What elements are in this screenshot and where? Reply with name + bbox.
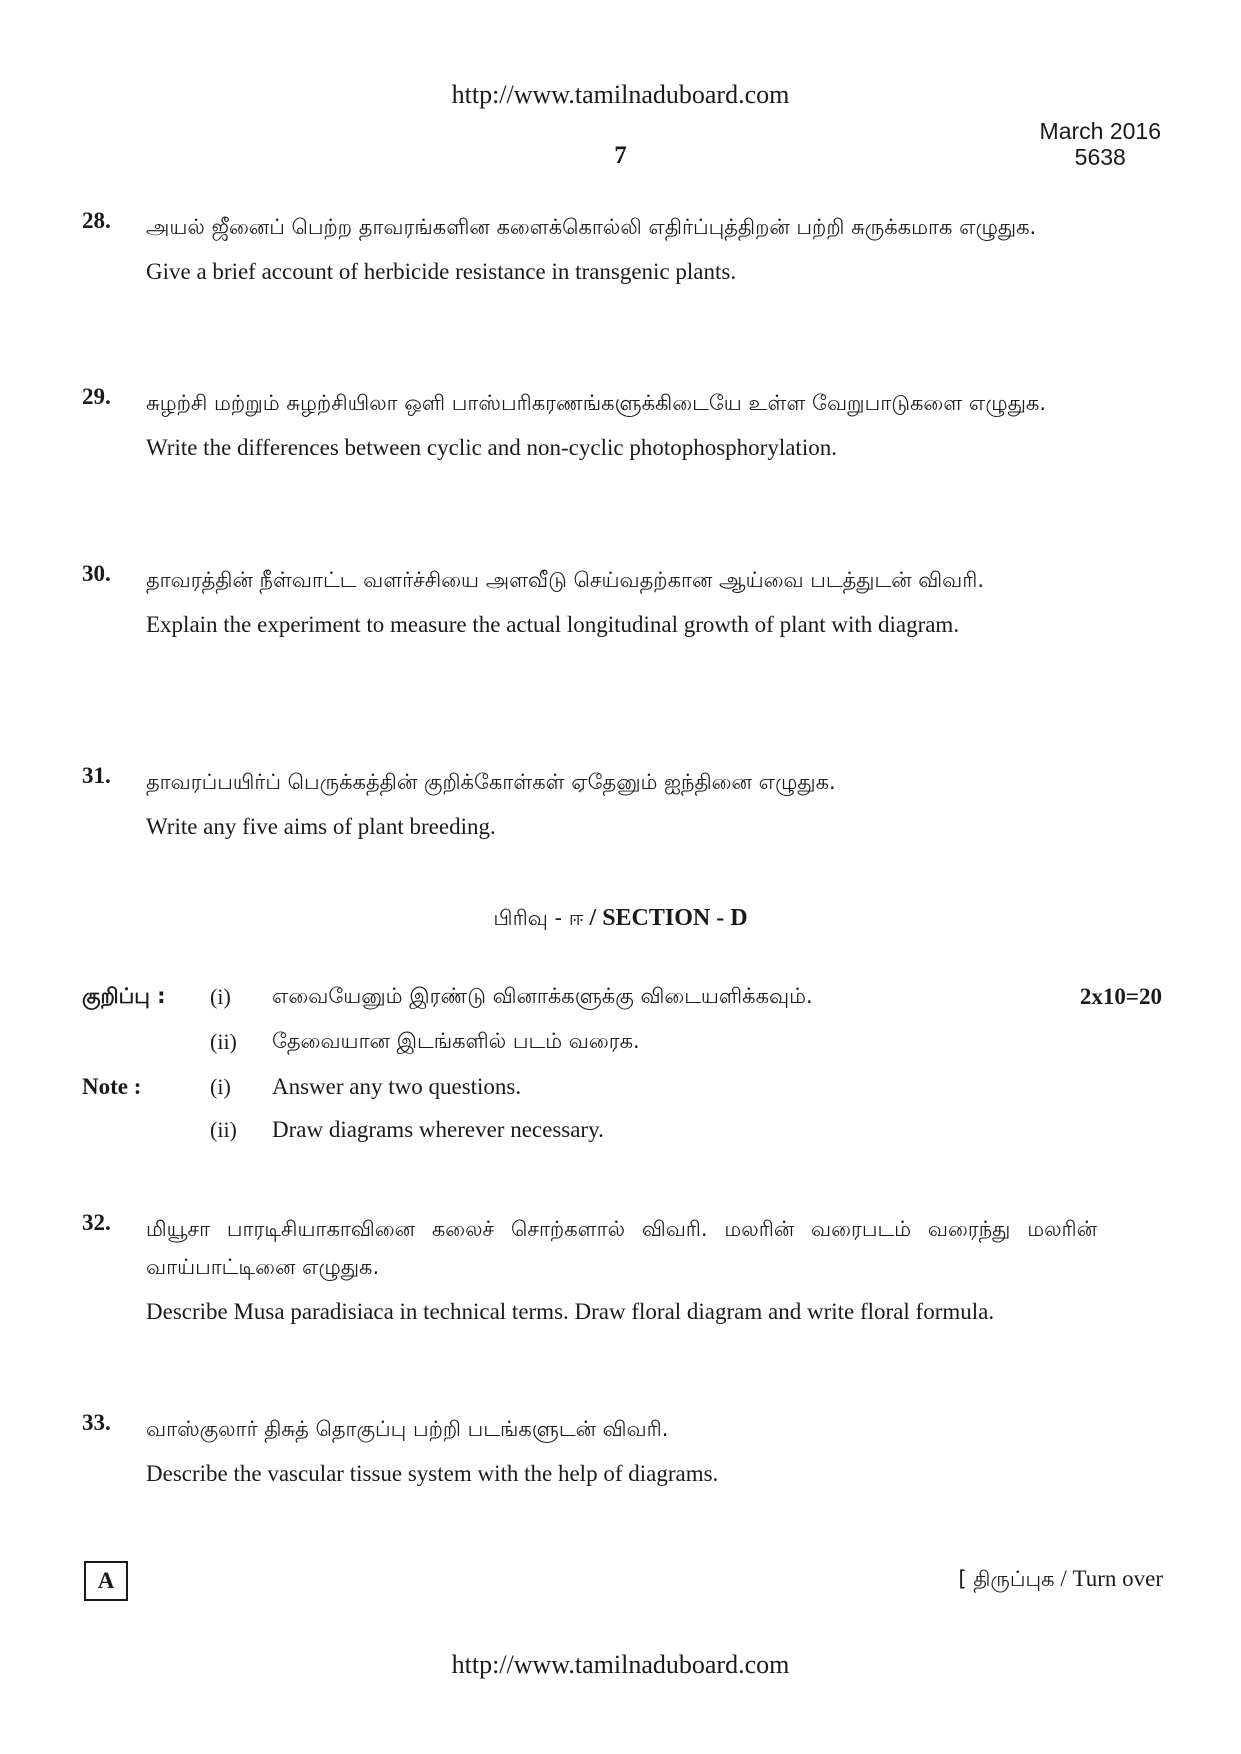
section-heading: [0, 905, 1241, 933]
question-english: Describe Musa paradisiaca in technical terms. Draw floral diagram and write floral formula.: [146, 1299, 995, 1324]
booklet-version-box: A: [84, 1561, 128, 1601]
question-tamil: சுழற்சி மற்றும் சுழற்சியிலா ஒளி பாஸ்பரிகரணங்களுக்கிடையே உள்ள வேறுபாடுகளை எழுதுக.: [146, 391, 1047, 415]
question-tamil: வாஸ்குலார் திசுத் தொகுப்பு பற்றி படங்களுடன் விவரி.: [146, 1417, 669, 1441]
question-31: [82, 763, 1097, 842]
note-label-english: Note :: [82, 1074, 142, 1099]
note-row-english-ii: [82, 1117, 1162, 1153]
note-row-tamil-ii: [82, 1029, 1162, 1065]
note-row-english-i: [82, 1074, 1162, 1110]
question-number: 29.: [82, 384, 111, 409]
question-tamil: தாவரத்தின் நீள்வாட்ட வளர்ச்சியை அளவீடு செய்வதற்கான ஆய்வை படத்துடன் விவரி.: [146, 568, 985, 592]
question-number: 31.: [82, 763, 111, 788]
exam-date: March 2016: [1039, 118, 1161, 144]
page-number: 7: [614, 142, 627, 169]
note-text: Draw diagrams wherever necessary.: [272, 1117, 604, 1142]
turn-over-note: [958, 1566, 1163, 1594]
note-label-tamil: குறிப்பு :: [82, 984, 166, 1008]
question-english: Give a brief account of herbicide resistance in transgenic plants.: [146, 259, 737, 284]
question-33: [82, 1410, 1097, 1489]
note-row-tamil-i: [82, 984, 1162, 1020]
question-tamil: மியூசா பாரடிசியாகாவினை கலைச் சொற்களால் விவரி. மலரின் வரைபடம் வரைந்து மலரின் வாய்பாட்டினை எழுதுக.: [146, 1217, 1097, 1279]
note-text: தேவையான இடங்களில் படம் வரைக.: [272, 1029, 640, 1053]
question-english: Write any five aims of plant breeding.: [146, 814, 496, 839]
footer-url: http://www.tamilnaduboard.com: [451, 1650, 790, 1679]
question-tamil: தாவரப்பயிர்ப் பெருக்கத்தின் குறிக்கோள்கள் ஏதேனும் ஐந்தினை எழுதுக.: [146, 770, 836, 794]
header-url: http://www.tamilnaduboard.com: [451, 80, 790, 109]
section-tamil: பிரிவு - ஈ: [493, 906, 584, 930]
question-28: [82, 208, 1097, 287]
question-english: Explain the experiment to measure the actual longitudinal growth of plant with diagram.: [146, 612, 960, 637]
question-english: Write the differences between cyclic and non-cyclic photophosphorylation.: [146, 435, 837, 460]
question-32: [82, 1210, 1097, 1327]
turn-over-english: / Turn over: [1060, 1566, 1163, 1591]
exam-code: 5638: [1074, 144, 1126, 170]
marks-allotment: 2x10=20: [1079, 984, 1162, 1009]
question-number: 33.: [82, 1410, 111, 1435]
section-english: / SECTION - D: [589, 905, 748, 931]
note-text: எவையேனும் இரண்டு வினாக்களுக்கு விடையளிக்கவும்.: [272, 984, 813, 1008]
note-index: (i): [210, 984, 231, 1009]
note-index: (i): [210, 1074, 231, 1099]
question-30: [82, 561, 1097, 640]
question-english: Describe the vascular tissue system with the help of diagrams.: [146, 1461, 719, 1486]
note-index: (ii): [210, 1117, 237, 1142]
question-tamil: அயல் ஜீனைப் பெற்ற தாவரங்களின களைக்கொல்லி எதிர்ப்புத்திறன் பற்றி சுருக்கமாக எழுதுக.: [146, 215, 1037, 239]
question-29: [82, 384, 1097, 463]
note-index: (ii): [210, 1029, 237, 1054]
note-text: Answer any two questions.: [272, 1074, 522, 1099]
turn-over-tamil: [ திருப்புக: [958, 1567, 1055, 1591]
question-number: 32.: [82, 1210, 111, 1235]
question-number: 28.: [82, 208, 111, 233]
question-number: 30.: [82, 561, 111, 586]
